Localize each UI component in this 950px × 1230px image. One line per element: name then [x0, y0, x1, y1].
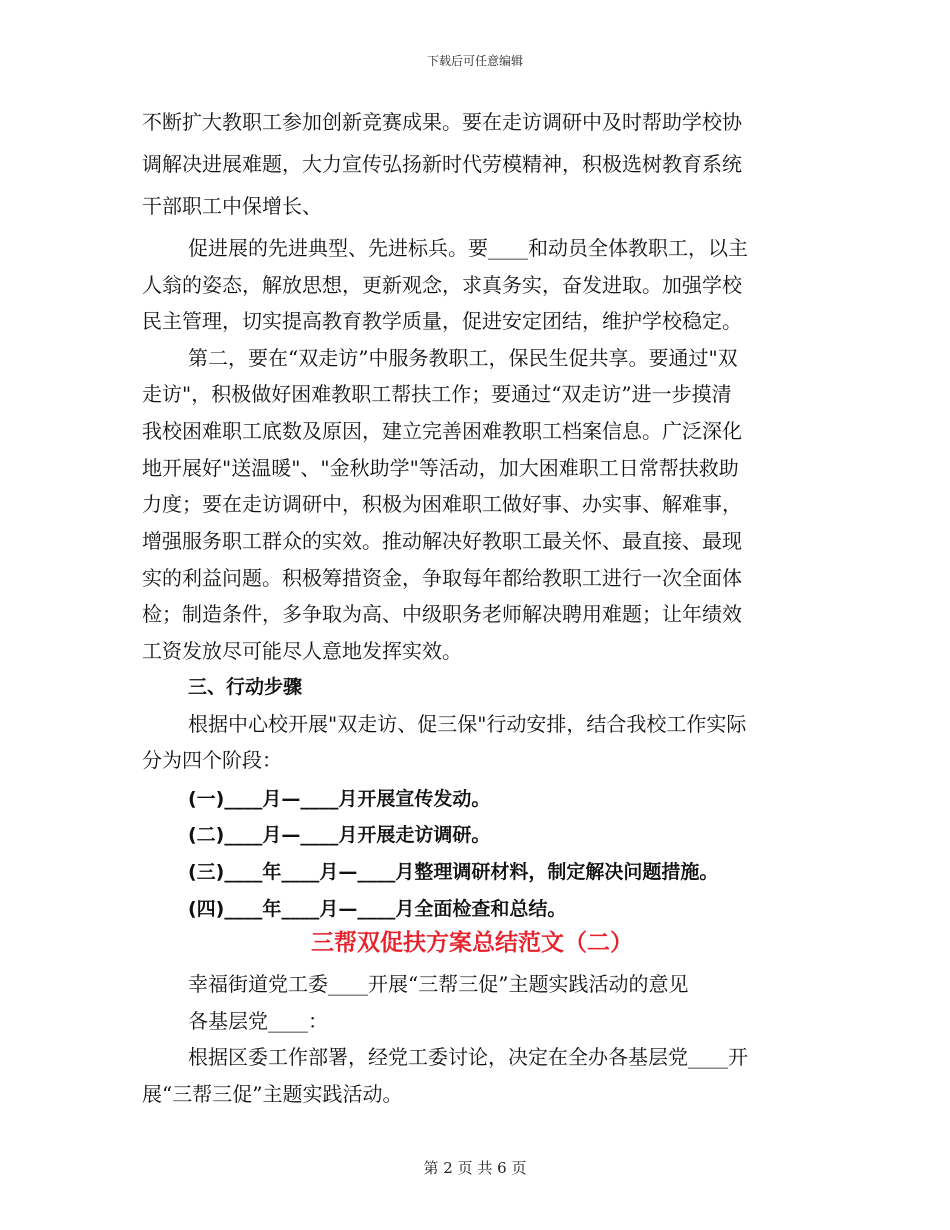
body-line: 干部职工中保增长、: [142, 194, 322, 218]
stage-item: (四)____年____月—____月全面检查和总结。: [188, 898, 567, 920]
stage-item: (三)____年____月—____月整理调研材料，制定解决问题措施。: [188, 861, 719, 883]
stage-item: (一)____月—____月开展宣传发动。: [188, 788, 491, 810]
body-line: 幸福街道党工委____开展“三帮三促”主题实践活动的意见: [188, 972, 689, 996]
body-line: 不断扩大教职工参加创新竞赛成果。要在走访调研中及时帮助学校协: [142, 110, 742, 134]
page-number: 第 2 页 共 6 页: [423, 1159, 527, 1177]
body-line: 人翁的姿态，解放思想，更新观念，求真务实，奋发进取。加强学校: [142, 273, 742, 297]
body-line: 力度；要在走访调研中，积极为困难职工做好事、办实事、解难事，: [142, 492, 742, 516]
body-line: 实的利益问题。积极筹措资金，争取每年都给教职工进行一次全面体: [142, 566, 742, 590]
body-line: 增强服务职工群众的实效。推动解决好教职工最关怀、最直接、最现: [142, 529, 742, 553]
body-line: 调解决进展难题，大力宣传弘扬新时代劳模精神，积极选树教育系统: [142, 152, 742, 176]
body-line: 根据中心校开展"双走访、促三保"行动安排，结合我校工作实际: [188, 712, 747, 736]
body-line: 促进展的先进典型、先进标兵。要____和动员全体教职工，以主: [188, 236, 748, 260]
body-line: 分为四个阶段：: [142, 748, 282, 772]
body-line: 地开展好"送温暖"、"金秋助学"等活动，加大困难职工日常帮扶救助: [142, 456, 739, 480]
body-line: 展“三帮三促”主题实践活动。: [142, 1082, 403, 1106]
document-title: 三帮双促扶方案总结范文（二）: [311, 930, 633, 956]
body-line: 第二，要在“双走访”中服务教职工，保民生促共享。要通过"双: [188, 346, 738, 370]
body-line: 各基层党____：: [188, 1009, 328, 1033]
section-heading: 三、行动步骤: [188, 676, 303, 698]
body-line: 工资发放尽可能尽人意地发挥实效。: [142, 639, 462, 663]
page-header-note: 下载后可任意编辑: [426, 54, 523, 68]
body-line: 走访"，积极做好困难教职工帮扶工作；要通过“双走访”进一步摸清: [142, 382, 732, 406]
body-line: 检；制造条件，多争取为高、中级职务老师解决聘用难题；让年绩效: [142, 602, 742, 626]
body-line: 根据区委工作部署，经党工委讨论，决定在全办各基层党____开: [188, 1045, 748, 1069]
body-line: 我校困难职工底数及原因，建立完善困难教职工档案信息。广泛深化: [142, 419, 742, 443]
body-line: 民主管理，切实提高教育教学质量，促进安定团结，维护学校稳定。: [142, 309, 742, 333]
stage-item: (二)____月—____月开展走访调研。: [188, 824, 491, 846]
